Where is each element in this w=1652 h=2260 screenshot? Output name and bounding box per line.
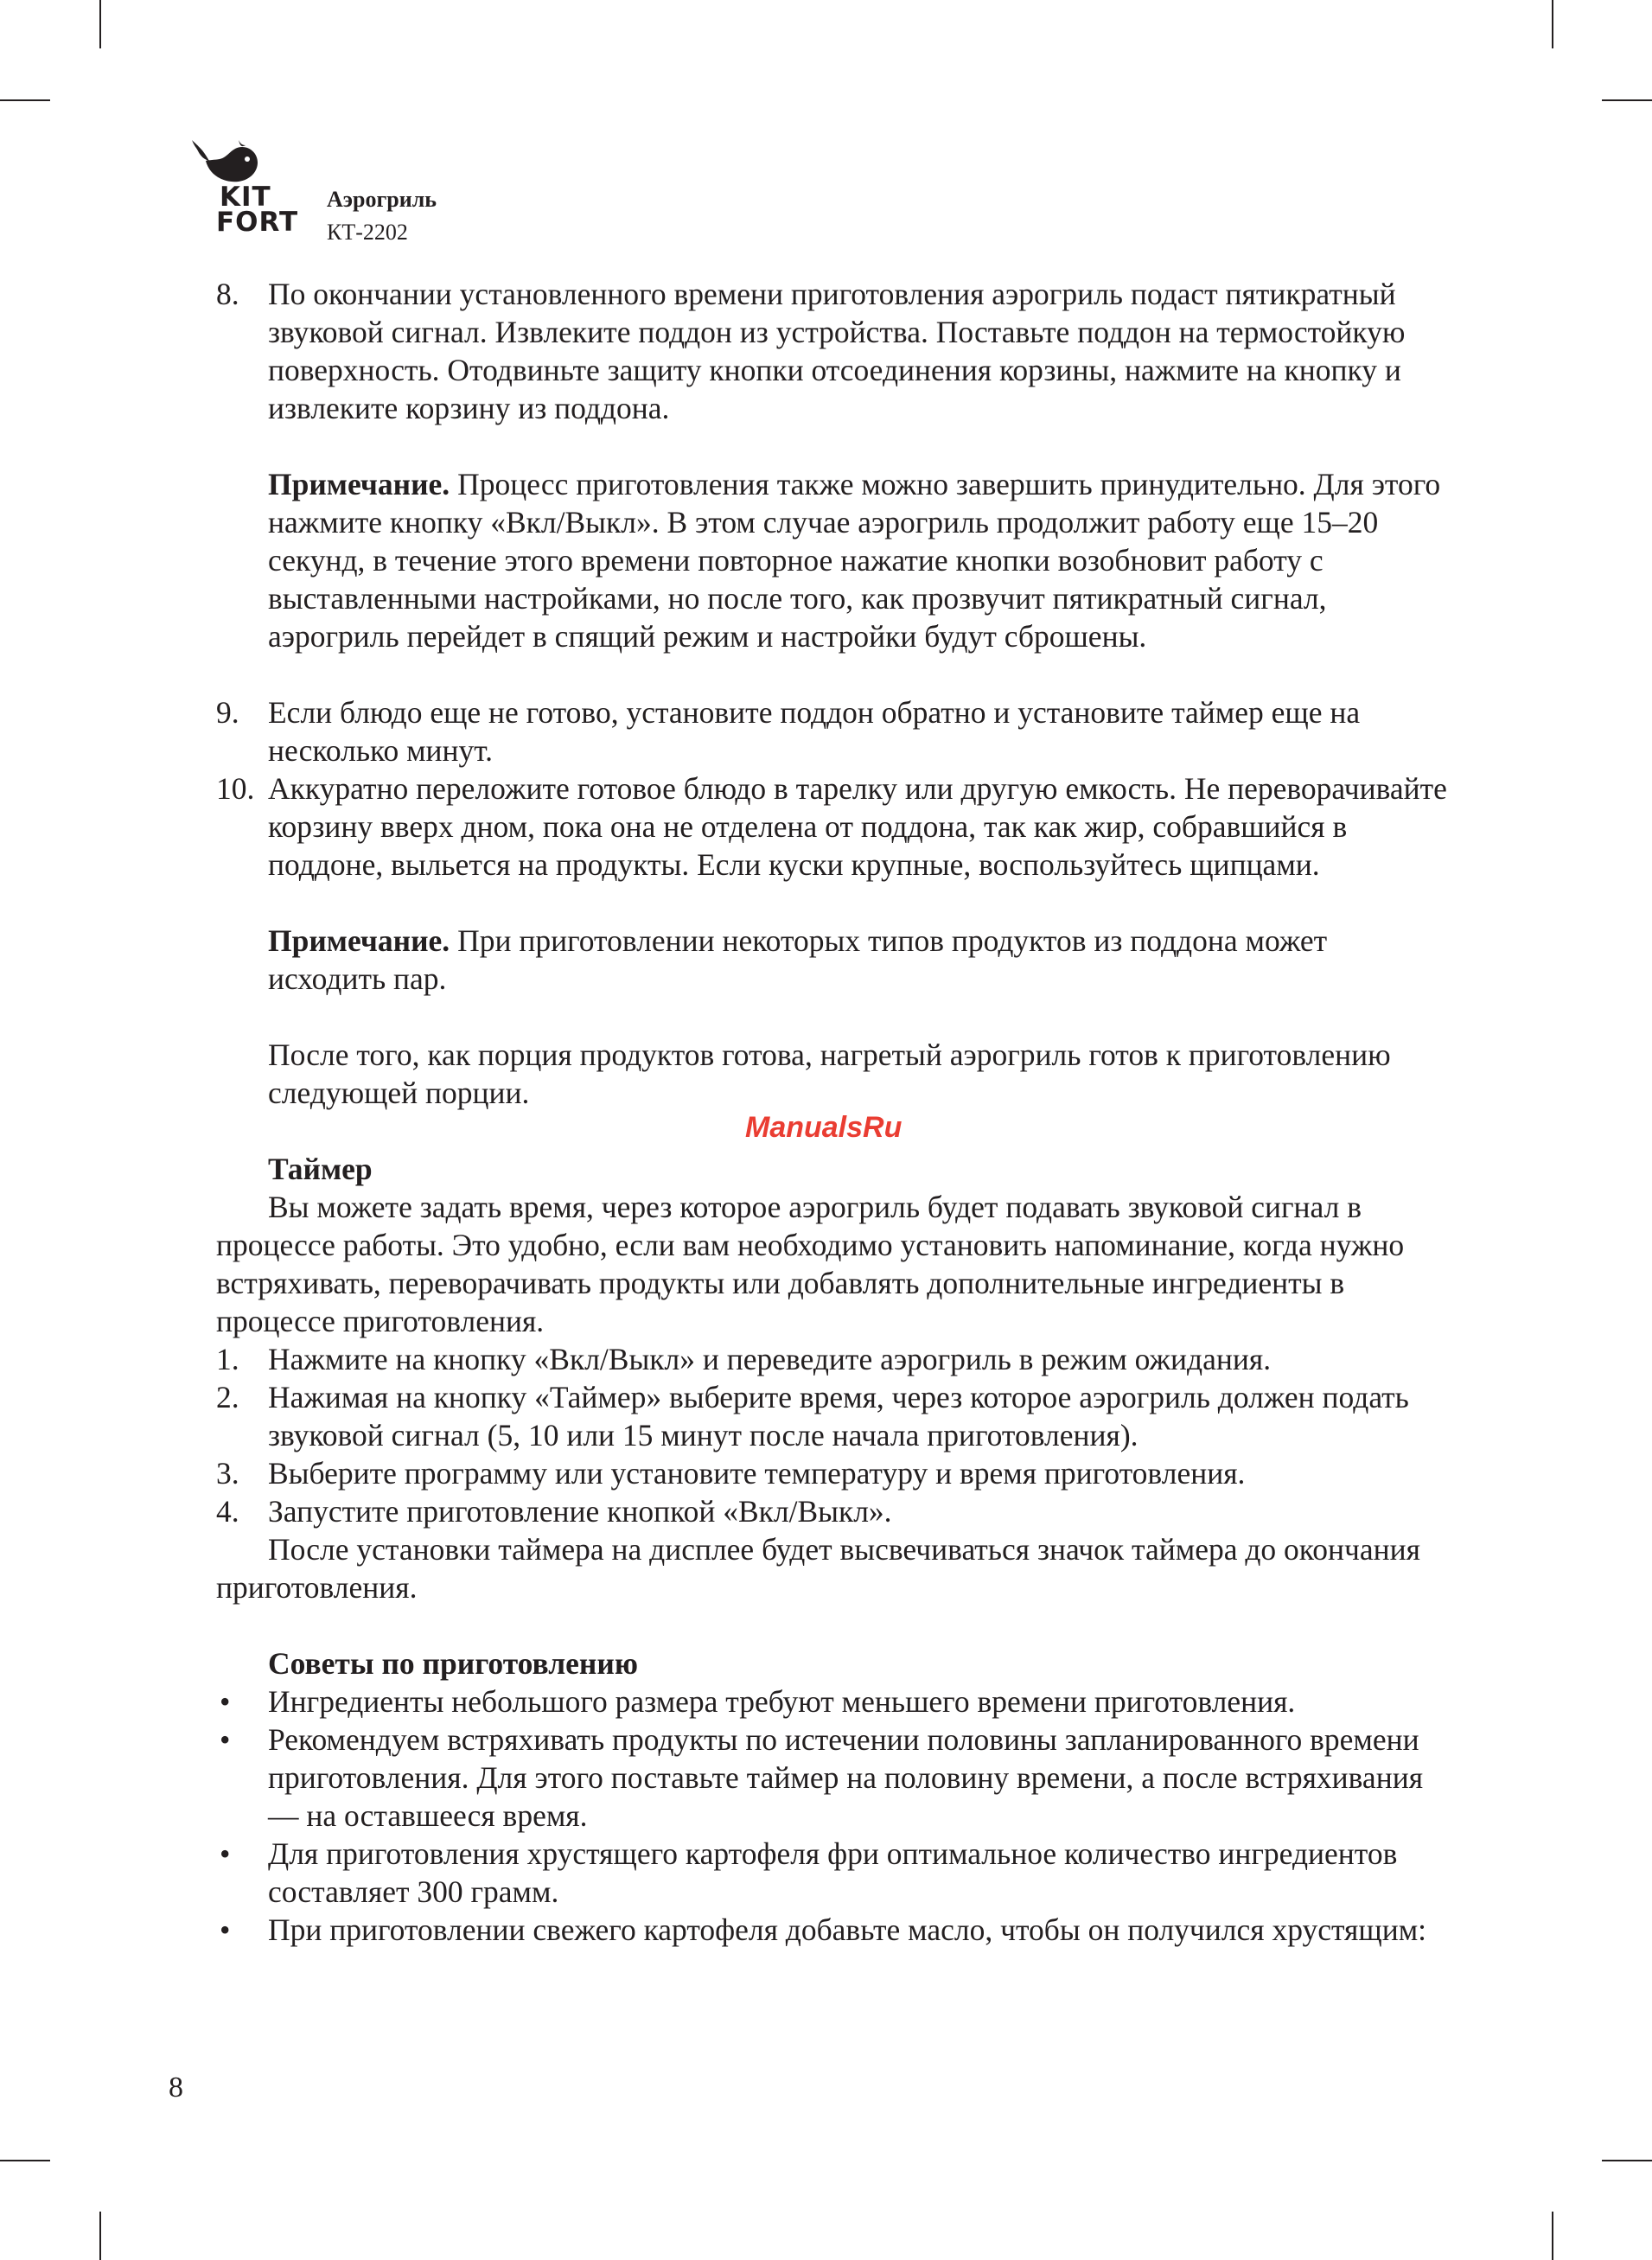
bullet-item bbox=[216, 1682, 1452, 1721]
list-item bbox=[216, 1340, 1452, 1378]
list-item bbox=[216, 769, 1452, 884]
bullet-text: Рекомендуем встряхивать продукты по истечении половины запланированного времени приготовления. Для этого поставьте таймер на половину времени, а после встряхивания — на оставшееся время. bbox=[268, 1722, 1424, 1833]
model-number: КТ-2202 bbox=[327, 220, 408, 245]
list-number: 1. bbox=[216, 1342, 239, 1376]
page-number: 8 bbox=[169, 2072, 183, 2104]
crop-mark bbox=[1552, 2212, 1553, 2260]
list-text: По окончании установленного времени приготовления аэрогриль подаст пятикратный звуковой сигнал. Извлеките поддон из устройства. Поставьте поддон на термостойкую поверхность. Отодвиньте защиту кнопки отсоединения корзины, нажмите на кнопку и извлеките корзину из поддона. bbox=[268, 277, 1406, 425]
document-title: Аэрогриль bbox=[327, 187, 437, 212]
crop-mark bbox=[99, 2212, 101, 2260]
bullet-item bbox=[216, 1911, 1452, 1949]
note-paragraph bbox=[216, 922, 1452, 998]
list-text: Аккуратно переложите готовое блюдо в тарелку или другую емкость. Не переворачивайте корзину вверх дном, пока она не отделена от поддона, так как жир, собравшийся в поддоне, выльется на продукты. Если куски крупные, воспользуйтесь щипцами. bbox=[268, 771, 1447, 882]
bullet-item bbox=[216, 1835, 1452, 1911]
note-paragraph bbox=[216, 465, 1452, 655]
bullet-text: Для приготовления хрустящего картофеля фри оптимальное количество ингредиентов составляет 300 грамм. bbox=[268, 1836, 1398, 1909]
watermark: ManualsRu bbox=[745, 1111, 903, 1144]
body-paragraph: После установки таймера на дисплее будет высвечиваться значок таймера до окончания приготовления. bbox=[216, 1532, 1420, 1605]
list-item bbox=[216, 1492, 1452, 1530]
list-number: 10. bbox=[216, 771, 255, 806]
crop-mark bbox=[99, 0, 101, 48]
list-item bbox=[216, 1454, 1452, 1492]
note-label: Примечание. bbox=[268, 467, 450, 501]
body-paragraph: После того, как порция продуктов готова, нагретый аэрогриль готов к приготовлению следующей порции. bbox=[268, 1037, 1391, 1110]
document-header bbox=[327, 183, 437, 249]
crop-mark bbox=[0, 2160, 50, 2161]
bullet-text: Ингредиенты небольшого размера требуют меньшего времени приготовления. bbox=[268, 1684, 1296, 1719]
bullet-icon: • bbox=[220, 1836, 231, 1871]
list-item bbox=[216, 275, 1452, 427]
list-item bbox=[216, 1378, 1452, 1454]
list-text: Нажимая на кнопку «Таймер» выберите время, через которое аэрогриль должен подать звуковой сигнал (5, 10 или 15 минут после начала приготовления). bbox=[268, 1380, 1409, 1452]
crop-mark bbox=[1602, 2160, 1652, 2161]
list-number: 8. bbox=[216, 277, 239, 311]
brand-wordmark bbox=[188, 182, 299, 238]
bullet-text: При приготовлении свежего картофеля добавьте масло, чтобы он получился хрустящим: bbox=[268, 1912, 1427, 1947]
section-heading-timer: Таймер bbox=[268, 1152, 373, 1186]
bullet-icon: • bbox=[220, 1722, 231, 1757]
bullet-item bbox=[216, 1721, 1452, 1835]
note-text: Процесс приготовления также можно завершить принудительно. Для этого нажмите кнопку «Вкл/Выкл». В этом случае аэрогриль продолжит работу еще 15–20 секунд, в течение этого времени повторное нажатие кнопки возобновит работу с выставленными настройками, но после того, как прозвучит пятикратный сигнал, аэрогриль перейдет в спящий режим и настройки будут сброшены. bbox=[268, 467, 1441, 654]
list-text: Если блюдо еще не готово, установите поддон обратно и установите таймер еще на несколько минут. bbox=[268, 695, 1361, 768]
list-item bbox=[216, 693, 1452, 769]
list-text: Выберите программу или установите температуру и время приготовления. bbox=[268, 1456, 1246, 1491]
list-number: 9. bbox=[216, 695, 239, 730]
body-paragraph: Вы можете задать время, через которое аэрогриль будет подавать звуковой сигнал в процессе работы. Это удобно, если вам необходимо установить напоминание, когда нужно встряхивать, переворачивать продукты или добавлять дополнительные ингредиенты в процессе приготовления. bbox=[216, 1190, 1405, 1338]
brand-line-2: FORT bbox=[216, 207, 299, 238]
bullet-icon: • bbox=[220, 1912, 231, 1947]
list-number: 2. bbox=[216, 1380, 239, 1414]
crop-mark bbox=[0, 99, 50, 101]
list-number: 3. bbox=[216, 1456, 239, 1491]
list-text: Нажмите на кнопку «Вкл/Выкл» и переведите аэрогриль в режим ожидания. bbox=[268, 1342, 1272, 1376]
crop-mark bbox=[1602, 99, 1652, 101]
brand-line-1: KIT bbox=[220, 182, 271, 213]
whale-icon bbox=[190, 137, 261, 185]
list-text: Запустите приготовление кнопкой «Вкл/Выкл». bbox=[268, 1494, 892, 1529]
note-text: При приготовлении некоторых типов продуктов из поддона может исходить пар. bbox=[268, 923, 1328, 996]
list-number: 4. bbox=[216, 1494, 239, 1529]
brand-logo bbox=[188, 137, 299, 238]
crop-mark bbox=[1552, 0, 1553, 48]
bullet-icon: • bbox=[220, 1684, 231, 1719]
section-heading-tips: Советы по приготовлению bbox=[268, 1646, 638, 1681]
note-label: Примечание. bbox=[268, 923, 450, 958]
